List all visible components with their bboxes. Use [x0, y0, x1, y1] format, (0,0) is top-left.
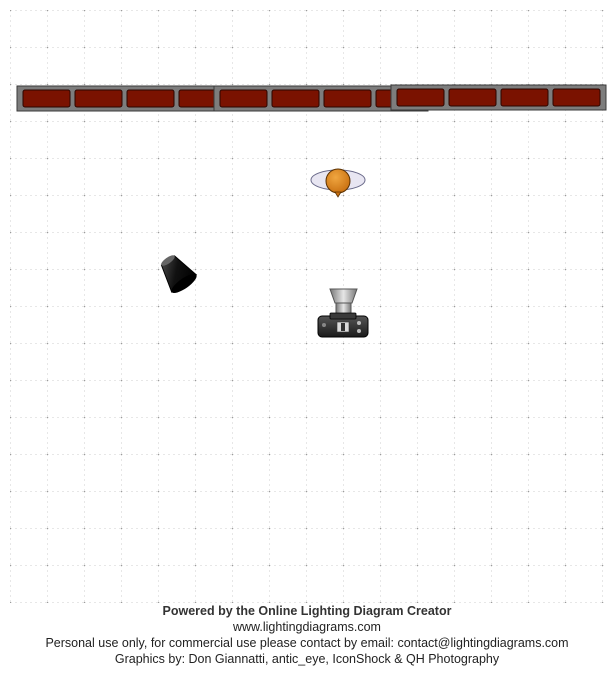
credits-footer [0, 603, 614, 667]
brick-wall-icon [17, 86, 227, 111]
graphics-credit-text: Graphics by: Don Giannatti, antic_eye, IconShock & QH Photography [114, 652, 500, 666]
brick-wall-icon [391, 85, 606, 110]
license-text: Personal use only, for commercial use please contact by email: contact@lightingdiagrams.com [45, 636, 569, 650]
website-link[interactable]: www.lightingdiagrams.com [233, 620, 381, 634]
powered-by-text: Powered by the Online Lighting Diagram Creator [162, 604, 452, 618]
